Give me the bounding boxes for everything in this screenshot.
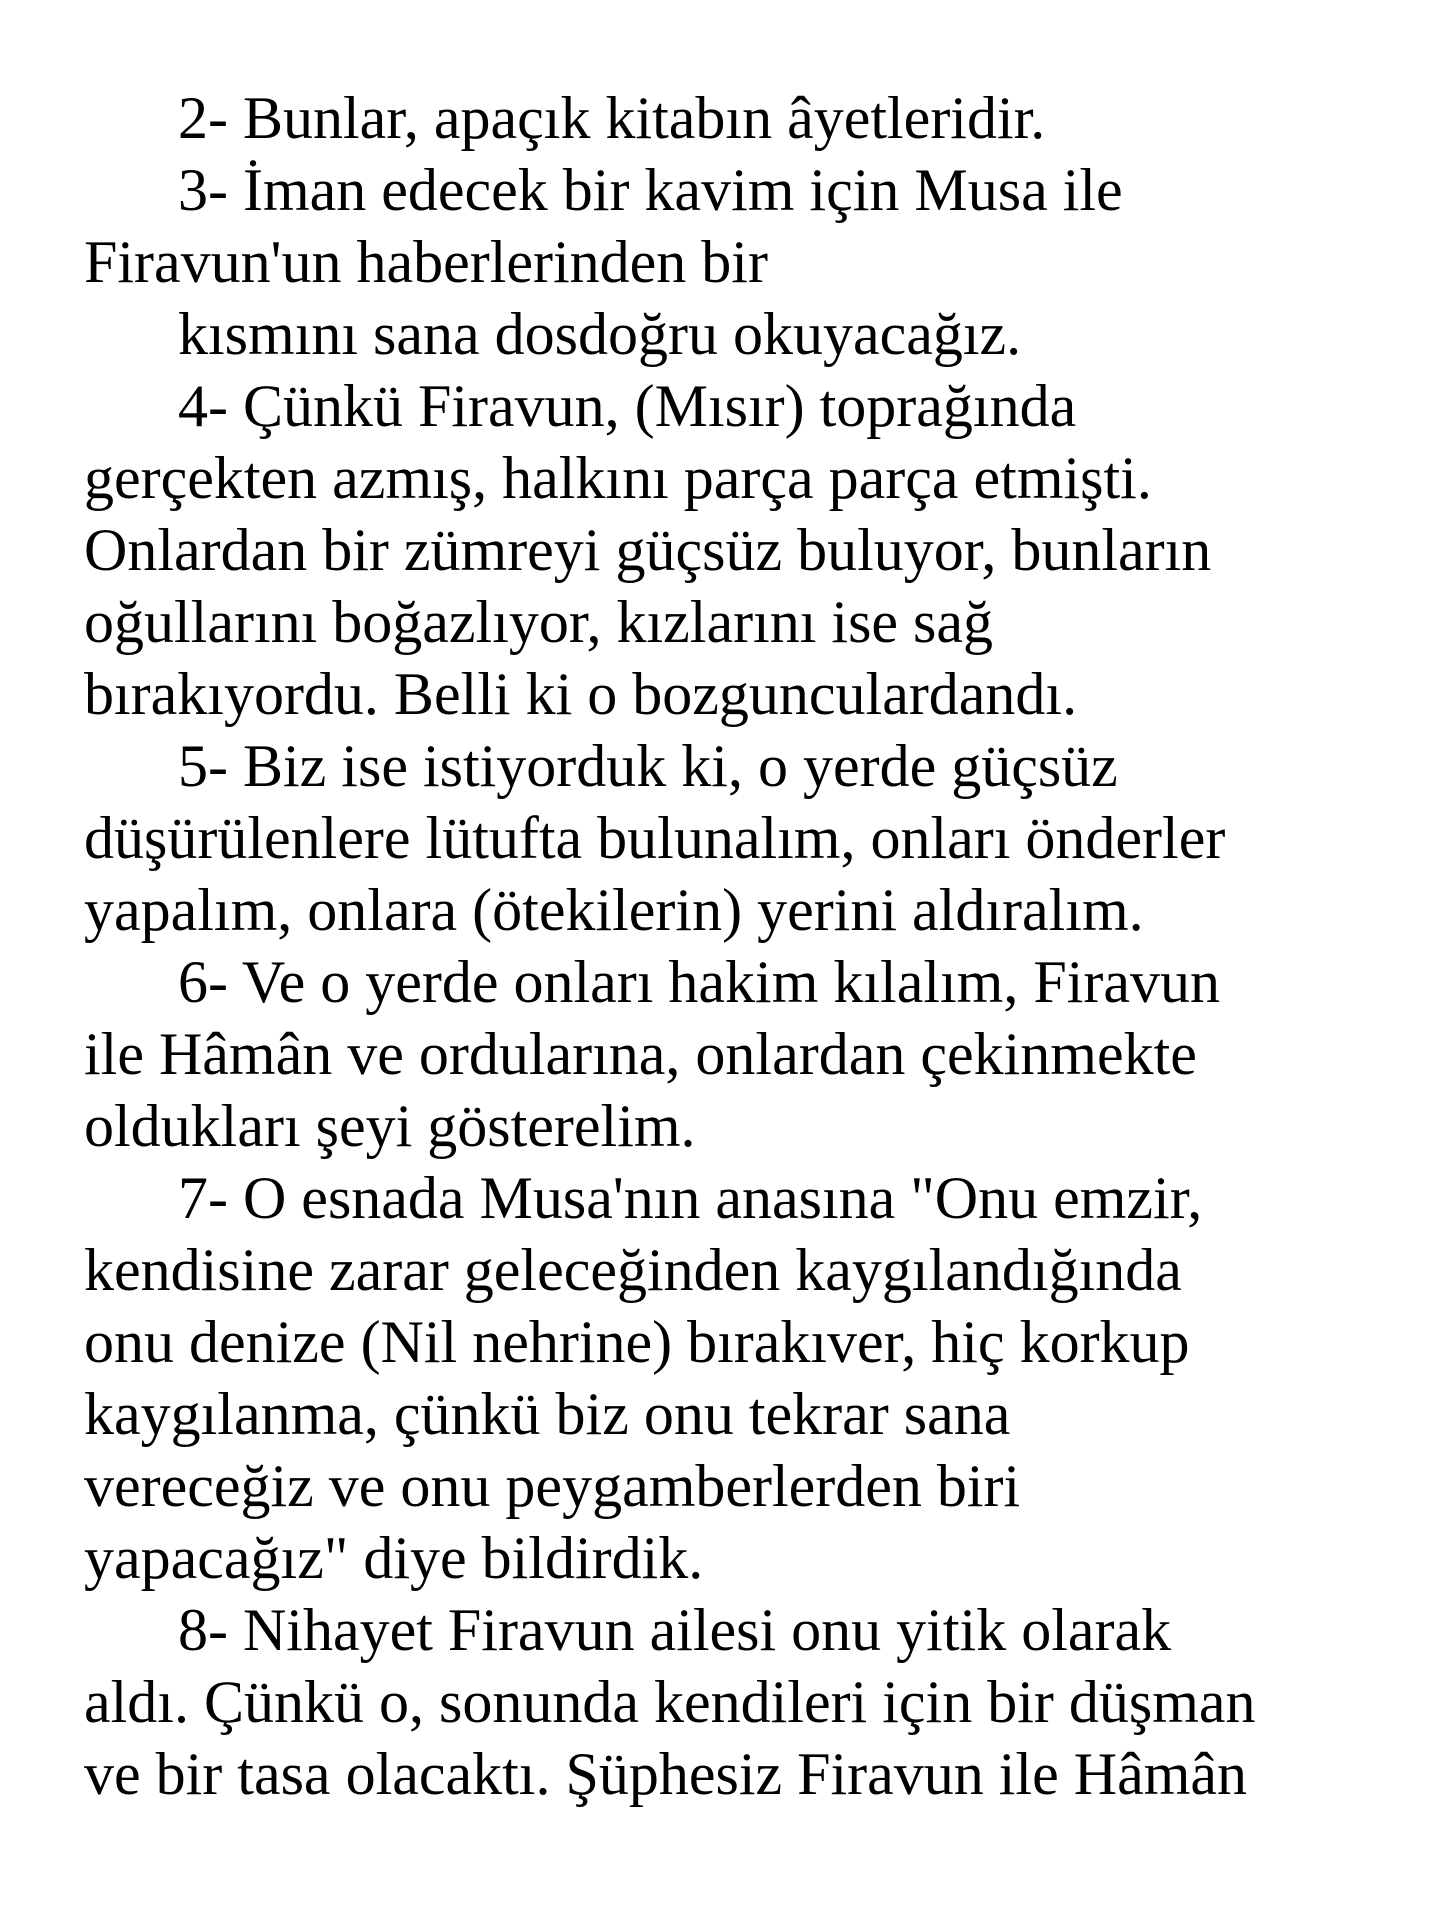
text-line: 7- O esnada Musa'nın anasına "Onu emzir, — [178, 1165, 1203, 1231]
text-line: kısmını sana dosdoğru okuyacağız. — [178, 301, 1022, 367]
text-line: oğullarını boğazlıyor, kızlarını ise sağ — [84, 589, 994, 655]
text-line: ve bir tasa olacaktı. Şüphesiz Firavun ile Hâmân — [84, 1741, 1247, 1807]
text-line: 2- Bunlar, apaçık kitabın âyetleridir. — [178, 85, 1046, 151]
verse-text-block — [84, 82, 1414, 1810]
text-line: aldı. Çünkü o, sonunda kendileri için bir düşman — [84, 1669, 1256, 1735]
text-line: yapacağız" diye bildirdik. — [84, 1525, 704, 1591]
text-line: 5- Biz ise istiyorduk ki, o yerde güçsüz — [178, 733, 1118, 799]
text-line: onu denize (Nil nehrine) bırakıver, hiç korkup — [84, 1309, 1190, 1375]
text-line: bırakıyordu. Belli ki o bozgunculardandı. — [84, 661, 1078, 727]
text-line: Onlardan bir zümreyi güçsüz buluyor, bunların — [84, 517, 1212, 583]
text-line: vereceğiz ve onu peygamberlerden biri — [84, 1453, 1021, 1519]
text-line: ile Hâmân ve ordularına, onlardan çekinmekte — [84, 1021, 1197, 1087]
text-line: Firavun'un haberlerinden bir — [84, 229, 768, 295]
text-line: düşürülenlere lütufta bulunalım, onları önderler — [84, 805, 1226, 871]
text-line: 4- Çünkü Firavun, (Mısır) toprağında — [178, 373, 1077, 439]
text-line: oldukları şeyi gösterelim. — [84, 1093, 696, 1159]
text-line: gerçekten azmış, halkını parça parça etmişti. — [84, 445, 1152, 511]
text-line: yapalım, onlara (ötekilerin) yerini aldıralım. — [84, 877, 1144, 943]
text-line: kendisine zarar geleceğinden kaygılandığında — [84, 1237, 1182, 1303]
text-line: kaygılanma, çünkü biz onu tekrar sana — [84, 1381, 1011, 1447]
text-line: 8- Nihayet Firavun ailesi onu yitik olarak — [178, 1597, 1172, 1663]
text-line: 3- İman edecek bir kavim için Musa ile — [178, 157, 1123, 223]
text-line: 6- Ve o yerde onları hakim kılalım, Firavun — [178, 949, 1221, 1015]
